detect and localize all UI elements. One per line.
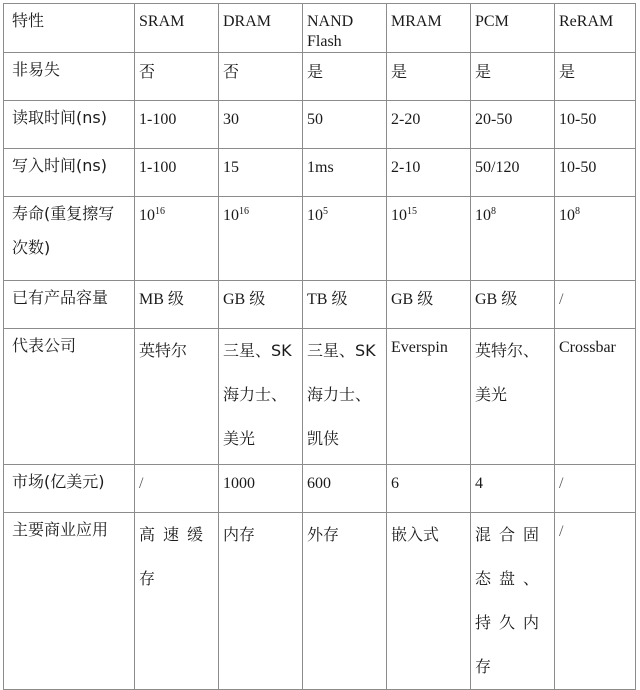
cell: 嵌入式	[387, 513, 471, 690]
cell: 6	[387, 465, 471, 513]
cell: 10-50	[555, 149, 636, 197]
row-label: 市场(亿美元)	[4, 465, 135, 513]
cell	[219, 197, 303, 281]
cell: 内存	[219, 513, 303, 690]
col-reram: ReRAM	[555, 4, 636, 53]
cell: 50/120	[471, 149, 555, 197]
cell-exponent: 5	[323, 206, 328, 217]
cell: 三星、SK 海力士、凯侠	[303, 329, 387, 465]
cell: 1ms	[303, 149, 387, 197]
cell-base: 10	[307, 207, 323, 224]
cell-base: 10	[223, 207, 239, 224]
cell: 否	[135, 53, 219, 101]
cell-base: 10	[139, 207, 155, 224]
cell: 英特尔	[135, 329, 219, 465]
cell: MB 级	[135, 281, 219, 329]
cell: 20-50	[471, 101, 555, 149]
cell-exponent: 15	[407, 206, 417, 217]
header-label: 特性	[4, 4, 135, 53]
row-label: 非易失	[4, 53, 135, 101]
table-row	[4, 281, 636, 329]
cell: 30	[219, 101, 303, 149]
row-label: 已有产品容量	[4, 281, 135, 329]
table-row	[4, 465, 636, 513]
cell: 英特尔、美光	[471, 329, 555, 465]
cell	[303, 197, 387, 281]
cell: 10-50	[555, 101, 636, 149]
cell: 是	[303, 53, 387, 101]
cell: TB 级	[303, 281, 387, 329]
cell: 是	[555, 53, 636, 101]
cell: Crossbar	[555, 329, 636, 465]
cell	[471, 197, 555, 281]
row-label: 主要商业应用	[4, 513, 135, 690]
cell: GB 级	[219, 281, 303, 329]
cell: 是	[387, 53, 471, 101]
cell: 1-100	[135, 149, 219, 197]
cell: 混合固态盘、持久内存	[471, 513, 555, 690]
cell: 1-100	[135, 101, 219, 149]
cell: Everspin	[387, 329, 471, 465]
cell-exponent: 8	[575, 206, 580, 217]
cell: 外存	[303, 513, 387, 690]
cell	[387, 197, 471, 281]
table-row	[4, 53, 636, 101]
cell: 4	[471, 465, 555, 513]
table-row	[4, 197, 636, 281]
cell: 是	[471, 53, 555, 101]
cell: 50	[303, 101, 387, 149]
row-label: 代表公司	[4, 329, 135, 465]
cell: /	[555, 465, 636, 513]
cell: 1000	[219, 465, 303, 513]
table-row	[4, 149, 636, 197]
cell: 2-20	[387, 101, 471, 149]
cell: 600	[303, 465, 387, 513]
col-mram: MRAM	[387, 4, 471, 53]
header-row	[4, 4, 636, 53]
cell-exponent: 16	[155, 206, 165, 217]
cell-exponent: 8	[491, 206, 496, 217]
table-row	[4, 101, 636, 149]
cell-exponent: 16	[239, 206, 249, 217]
table-row	[4, 329, 636, 465]
row-label: 寿命(重复擦写次数)	[4, 197, 135, 281]
cell: 三星、SK 海力士、美光	[219, 329, 303, 465]
cell: 15	[219, 149, 303, 197]
cell: /	[135, 465, 219, 513]
row-label: 读取时间(ns)	[4, 101, 135, 149]
cell-base: 10	[475, 207, 491, 224]
cell	[555, 197, 636, 281]
cell: GB 级	[471, 281, 555, 329]
cell: GB 级	[387, 281, 471, 329]
cell	[135, 197, 219, 281]
cell: 高速缓存	[135, 513, 219, 690]
col-sram: SRAM	[135, 4, 219, 53]
cell: 2-10	[387, 149, 471, 197]
table-row	[4, 513, 636, 690]
col-nand: NAND Flash	[303, 4, 387, 53]
cell: /	[555, 513, 636, 690]
cell: 否	[219, 53, 303, 101]
row-label: 写入时间(ns)	[4, 149, 135, 197]
cell: /	[555, 281, 636, 329]
col-pcm: PCM	[471, 4, 555, 53]
cell-base: 10	[559, 207, 575, 224]
memory-comparison-table	[3, 3, 636, 690]
col-dram: DRAM	[219, 4, 303, 53]
cell-base: 10	[391, 207, 407, 224]
